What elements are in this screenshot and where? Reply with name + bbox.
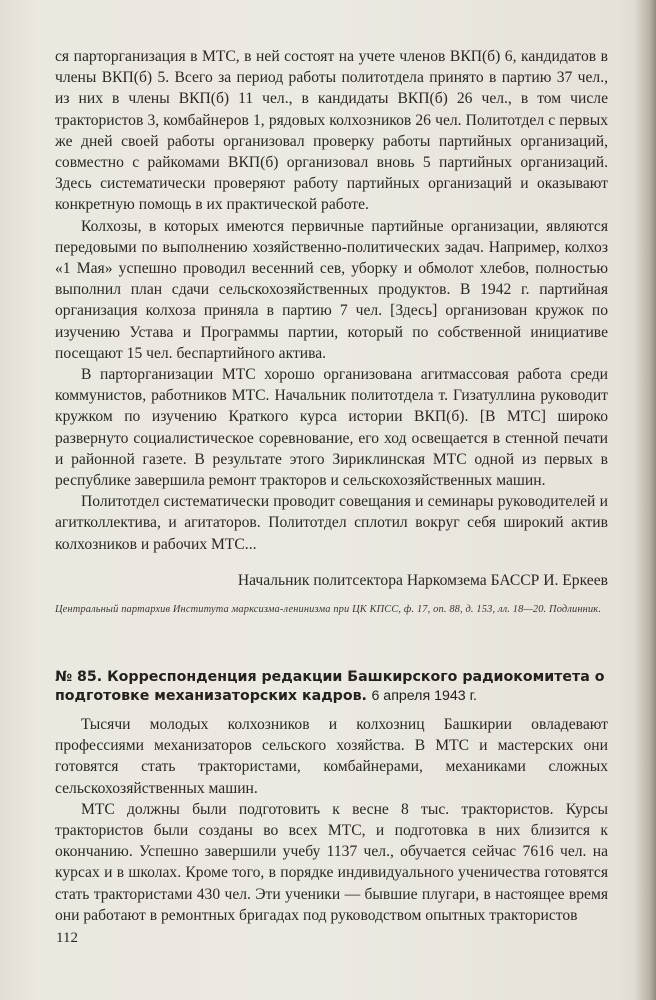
paragraph: Политотдел систематически проводит совещания и семинары руководителей и агитколлектива, и агитаторов. Политотдел сплотил вокруг себя широкий актив колхозников и рабочих МТС... — [55, 493, 608, 553]
paragraph: Тысячи молодых колхозников и колхозниц Башкирии овладевают профессиями механизаторов сельского хозяйства. В МТС и мастерских они готовятся стать трактористами, комбайнерами, механиками сложных сельскохозяйственных машин. — [55, 716, 608, 797]
continuation-text — [55, 46, 608, 555]
paragraph: Колхозы, в которых имеются первичные партийные организации, являются передовыми по выполнению хозяйственно-политических задач. Например, колхоз «1 Мая» успешно проводил весенний сев, уборку и обмолот хлебов, полностью выполнил план сдачи сельскохозяйственных продуктов. В 1942 г. партийная организация колхоза приняла в партию 7 чел. [Здесь] организован кружок по изучению Устава и Программы партии, который по собственной инициативе посещают 15 чел. беспартийного актива. — [55, 217, 608, 362]
document-body — [55, 714, 608, 926]
signature: Начальник политсектора Наркомзема БАССР И. Еркеев — [237, 572, 608, 589]
paragraph: В парторганизации МТС хорошо организована агитмассовая работа среди коммунистов, работников МТС. Начальник политотдела т. Гизатуллина руководит кружком по изучению Краткого курса истории ВКП(б). [В МТС] широко развернуто социалистическое соревнование, его ход освещается в стенной печати и районной газете. В результате этого Зириклинская МТС одной из первых в республике завершила ремонт тракторов и сельскохозяйственных машин. — [55, 366, 608, 490]
page-number: 112 — [56, 930, 78, 946]
document-date: 6 апреля 1943 г. — [371, 688, 477, 704]
document-heading — [55, 668, 615, 706]
page-edge-shadow — [634, 0, 656, 1000]
paragraph: ся парторганизация в МТС, в ней состоят на учете членов ВКП(б) 6, кандидатов в члены ВКП(б) 5. Всего за период работы политотдела принято в партию 37 чел., из них в члены ВКП(б) 11 чел., в кандидаты ВКП(б) 26 чел., в том числе трактористов 3, комбайнеров 1, рядовых колхозников 26 чел. Политотдел с первых же дней своей работы организовал проверку работы партийных организаций, совместно с райкомами ВКП(б) организовал вновь 5 партийных организаций. Здесь систематически проверяют работу партийных организаций и оказывают конкретную помощь в их практической работе. — [55, 48, 608, 214]
archive-note: Центральный партархив Института марксизма-ленинизма при ЦК КПСС, ф. 17, оп. 88, д. 153, лл. 18—20. Подлинник. — [55, 604, 602, 615]
document-title: № 85. Корреспонденция редакции Башкирского радиокомитета о подготовке механизаторских кадров. — [55, 669, 605, 704]
paragraph: МТС должны были подготовить к весне 8 тыс. трактористов. Курсы трактористов были созданы во всех МТС, и подготовка в них близится к окончанию. Успешно завершили учебу 1137 чел., обучается сейчас 7616 чел. на курсах и в школах. Кроме того, в порядке индивидуального ученичества готовятся стать трактористами 430 чел. Эти ученики — бывшие плугари, в настоящее время они работают в ремонтных бригадах под руководством опытных трактористов — [55, 800, 608, 924]
